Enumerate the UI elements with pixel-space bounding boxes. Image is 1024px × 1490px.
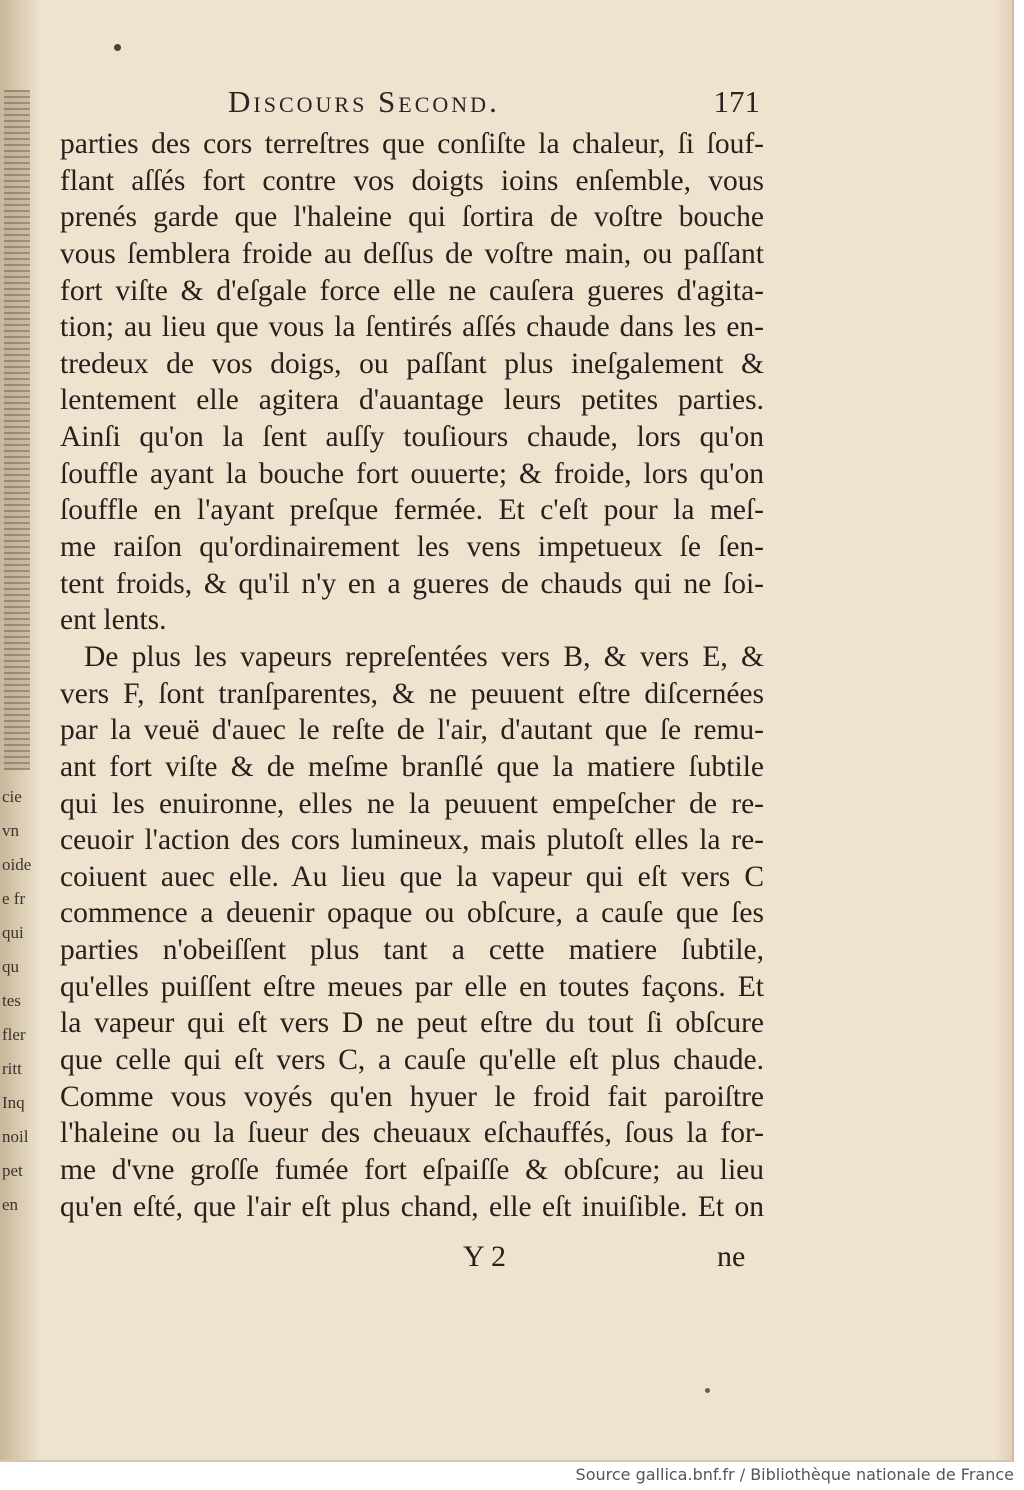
text-line: ſouffle ayant la bouche fort ouuerte; & froide, lors qu'on (60, 457, 764, 490)
signature-mark: Y 2 (463, 1240, 507, 1273)
page-number: 171 (713, 84, 760, 119)
text-line: parties n'obeiſſent plus tant a cette matiere ſubtile, (60, 934, 764, 967)
text-line: prenés garde que l'haleine qui ſortira de voſtre bouche (60, 201, 764, 234)
fragment: cie (2, 787, 22, 806)
text-line: vous ſemblera froide au deſſus de voſtre main, ou paſſant (60, 237, 764, 270)
fragment: tes (2, 991, 21, 1010)
fragment: qui (2, 923, 24, 942)
fragment: fler (2, 1025, 26, 1044)
fragment: noil (2, 1127, 29, 1146)
text-line: coiuent auec elle. Au lieu que la vapeur qui eſt vers C (60, 860, 764, 893)
text-line: par la veuë d'auec le reſte de l'air, d'autant que ſe remu- (60, 714, 764, 747)
text-line: me raiſon qu'ordinairement les vens impetueux ſe ſen- (60, 531, 764, 564)
text-line: lentement elle agitera d'auantage leurs petites parties. (60, 384, 764, 417)
text-line: Comme vous voyés qu'en hyuer le froid fait paroiſtre (60, 1080, 764, 1113)
fragment: oide (2, 855, 32, 874)
fragment: Inq (2, 1093, 25, 1112)
ink-spot (114, 44, 121, 51)
text-line: la vapeur qui eſt vers D ne peut eſtre du tout ſi obſcure (60, 1007, 764, 1040)
text-line: tredeux de vos doigs, ou paſſant plus ineſgalement & (60, 347, 764, 380)
text-line: me d'vne groſſe fumée fort eſpaiſſe & obſcure; au lieu (60, 1153, 764, 1186)
fragment: qu (2, 957, 19, 976)
text-line: ent lents. (60, 604, 167, 637)
fragment: pet (2, 1161, 23, 1180)
text-line: ſouffle en l'ayant preſque fermée. Et c'eſt pour la meſ- (60, 494, 764, 527)
facing-page-fragments (2, 780, 40, 1222)
body-text (60, 126, 764, 1225)
text-line: ceuoir l'action des cors lumineux, mais plutoſt elles la re- (60, 824, 764, 857)
text-line: ant fort viſte & de meſme branſlé que la matiere ſubtile (60, 750, 764, 783)
text-line: Ainſi qu'on la ſent auſſy touſiours chaude, lors qu'on (60, 421, 764, 454)
text-line: tion; au lieu que vous la ſentirés aſſés chaude dans les en- (60, 311, 764, 344)
catchword: ne (717, 1240, 746, 1273)
text-line: De plus les vapeurs repreſentées vers B, & vers E, & (84, 640, 764, 673)
text-line: flant aſſés fort contre vos doigts ioins enſemble, vous (60, 164, 764, 197)
running-head (60, 84, 760, 124)
fragment: vn (2, 821, 19, 840)
text-line: parties des cors terreſtres que conſiſte la chaleur, ſi ſouf- (60, 128, 764, 160)
fragment: ritt (2, 1059, 22, 1078)
facing-page-illustration (4, 90, 30, 770)
text-line: vers F, ſont tranſparentes, & ne peuuent eſtre diſcernées (60, 677, 764, 710)
paragraph-1 (60, 126, 764, 639)
text-line: commence a deuenir opaque ou obſcure, a cauſe que ſes (60, 897, 764, 930)
text-line: qui les enuironne, elles ne la peuuent empeſcher de re- (60, 787, 764, 820)
text-line: qu'elles puiſſent eſtre meues par elle en toutes façons. Et (60, 970, 764, 1003)
text-line: fort viſte & d'eſgale force elle ne cauſera gueres d'agita- (60, 274, 764, 307)
text-line: que celle qui eſt vers C, a cauſe qu'elle eſt plus chaude. (60, 1044, 764, 1077)
source-credit: Source gallica.bnf.fr / Bibliothèque nationale de France (575, 1465, 1014, 1484)
fragment: e fr (2, 889, 26, 908)
text-line: l'haleine ou la ſueur des cheuaux eſchauffés, ſous la for- (60, 1117, 764, 1150)
text-line: tent froids, & qu'il n'y en a gueres de chauds qui ne ſoi- (60, 567, 764, 600)
fragment: en (2, 1195, 19, 1214)
text-line: qu'en eſté, que l'air eſt plus chand, elle eſt inuiſible. Et on (60, 1190, 764, 1223)
paragraph-2 (60, 639, 764, 1225)
facing-page-edge (0, 0, 40, 1460)
running-head-title: Discours Second. (228, 84, 500, 119)
ink-spot (705, 1388, 710, 1393)
